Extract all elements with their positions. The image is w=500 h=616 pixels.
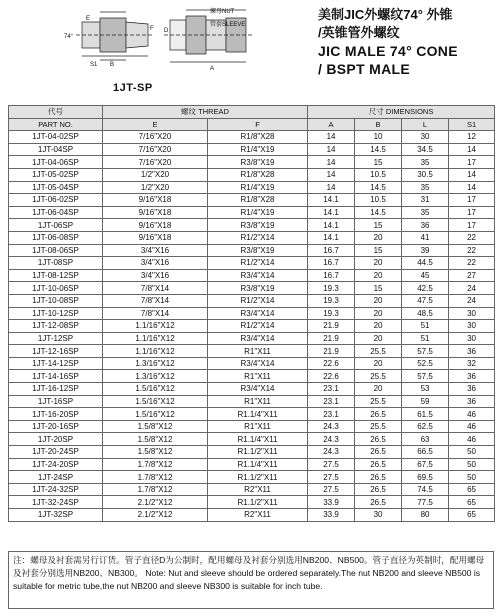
cell-s1: 17 xyxy=(449,219,495,232)
col-l: L xyxy=(402,118,449,131)
cell-s1: 32 xyxy=(449,357,495,370)
footnote xyxy=(8,551,494,609)
table-row xyxy=(9,320,495,333)
cell-a: 16.7 xyxy=(308,269,355,282)
sleeve-callout: 管套SLEEVE xyxy=(210,22,246,28)
cell-f: R1/4"X19 xyxy=(208,143,308,156)
drawing-code: 1JT-SP xyxy=(113,82,153,94)
cell-b: 26.5 xyxy=(355,496,402,509)
cell-e: 1.7/8"X12 xyxy=(103,471,208,484)
cell-b: 20 xyxy=(355,269,402,282)
cell-f: R1/4"X19 xyxy=(208,206,308,219)
cell-l: 48.5 xyxy=(402,307,449,320)
cell-part-no: 1JT-24SP xyxy=(9,471,103,484)
col-s1: S1 xyxy=(449,118,495,131)
table-row xyxy=(9,509,495,522)
cell-b: 25.5 xyxy=(355,370,402,383)
cell-b: 15 xyxy=(355,244,402,257)
cell-b: 14.5 xyxy=(355,181,402,194)
table-row xyxy=(9,231,495,244)
cell-f: R1/4"X19 xyxy=(208,181,308,194)
cell-b: 10 xyxy=(355,131,402,144)
cell-part-no: 1JT-24-32SP xyxy=(9,483,103,496)
table-row xyxy=(9,332,495,345)
cell-b: 20 xyxy=(355,383,402,396)
cell-l: 74.5 xyxy=(402,483,449,496)
cell-f: R1"X11 xyxy=(208,420,308,433)
cell-e: 1.5/8"X12 xyxy=(103,420,208,433)
cell-e: 1.5/8"X12 xyxy=(103,433,208,446)
cell-part-no: 1JT-24-20SP xyxy=(9,458,103,471)
header-thread: 螺纹 THREAD xyxy=(103,106,308,119)
table-row xyxy=(9,433,495,446)
cell-f: R3/4"X14 xyxy=(208,269,308,282)
cell-s1: 12 xyxy=(449,131,495,144)
cell-l: 52.5 xyxy=(402,357,449,370)
cell-e: 1.5/16"X12 xyxy=(103,395,208,408)
cell-s1: 27 xyxy=(449,269,495,282)
cell-e: 7/8"X14 xyxy=(103,282,208,295)
cell-l: 47.5 xyxy=(402,294,449,307)
title-cn-line1: 美制JIC外螺纹74° 外锥 xyxy=(318,7,453,22)
cell-s1: 36 xyxy=(449,370,495,383)
cell-b: 30 xyxy=(355,509,402,522)
cell-a: 27.5 xyxy=(308,458,355,471)
cell-f: R1"X11 xyxy=(208,345,308,358)
cell-a: 19.3 xyxy=(308,307,355,320)
cell-f: R3/4"X14 xyxy=(208,383,308,396)
cell-e: 1.1/16"X12 xyxy=(103,320,208,333)
col-b: B xyxy=(355,118,402,131)
cell-b: 25.5 xyxy=(355,395,402,408)
cell-a: 14.1 xyxy=(308,206,355,219)
cell-part-no: 1JT-32SP xyxy=(9,509,103,522)
cell-l: 66.5 xyxy=(402,446,449,459)
col-f: F xyxy=(208,118,308,131)
spec-table xyxy=(8,105,495,522)
cell-f: R1"X11 xyxy=(208,370,308,383)
cell-part-no: 1JT-06-08SP xyxy=(9,231,103,244)
cell-a: 14 xyxy=(308,168,355,181)
cell-s1: 46 xyxy=(449,433,495,446)
cell-l: 36 xyxy=(402,219,449,232)
cell-s1: 50 xyxy=(449,446,495,459)
cell-a: 21.9 xyxy=(308,332,355,345)
dim-s1-label: S1 xyxy=(90,62,98,68)
cell-b: 14.5 xyxy=(355,206,402,219)
table-row xyxy=(9,370,495,383)
footnote-cn: 注：螺母及衬套需另行订货。管子直径D为公制时，配用螺母及衬套分别选用NB200、NB500。管子直径为英制时，配用螺母及衬套分别选用NB200、NB300。 xyxy=(13,555,485,578)
cell-l: 45 xyxy=(402,269,449,282)
cell-e: 1.1/16"X12 xyxy=(103,332,208,345)
cell-b: 20 xyxy=(355,294,402,307)
cell-a: 23.1 xyxy=(308,395,355,408)
cell-s1: 22 xyxy=(449,257,495,270)
cell-s1: 24 xyxy=(449,294,495,307)
cell-e: 7/8"X14 xyxy=(103,294,208,307)
catalog-header xyxy=(0,0,500,104)
cell-l: 35 xyxy=(402,181,449,194)
cell-b: 25.5 xyxy=(355,420,402,433)
cell-b: 20 xyxy=(355,357,402,370)
cell-a: 19.3 xyxy=(308,294,355,307)
cell-l: 31 xyxy=(402,194,449,207)
table-row xyxy=(9,446,495,459)
cell-a: 27.5 xyxy=(308,471,355,484)
cell-l: 69.5 xyxy=(402,471,449,484)
cell-f: R3/8"X19 xyxy=(208,156,308,169)
cell-part-no: 1JT-05-02SP xyxy=(9,168,103,181)
table-row xyxy=(9,282,495,295)
cell-f: R2"X11 xyxy=(208,483,308,496)
cell-s1: 65 xyxy=(449,496,495,509)
table-row xyxy=(9,168,495,181)
cell-l: 57.5 xyxy=(402,370,449,383)
cell-s1: 22 xyxy=(449,244,495,257)
cell-l: 67.5 xyxy=(402,458,449,471)
cell-s1: 24 xyxy=(449,282,495,295)
cell-s1: 14 xyxy=(449,168,495,181)
cell-e: 1.5/8"X12 xyxy=(103,446,208,459)
cell-f: R1/8"X28 xyxy=(208,131,308,144)
cell-part-no: 1JT-16-20SP xyxy=(9,408,103,421)
table-row xyxy=(9,307,495,320)
table-row xyxy=(9,244,495,257)
cell-s1: 17 xyxy=(449,156,495,169)
cell-s1: 30 xyxy=(449,332,495,345)
cell-part-no: 1JT-10-06SP xyxy=(9,282,103,295)
footnote-en: Note: Nut and sleeve should be ordered separately.The nut NB200 and sleeve NB500 is suitable for metric tube,the nut NB200 and sleeve NB300 is suitable for inch tube. xyxy=(13,568,481,591)
table-row xyxy=(9,181,495,194)
cell-a: 19.3 xyxy=(308,282,355,295)
cell-l: 30 xyxy=(402,131,449,144)
cell-s1: 65 xyxy=(449,483,495,496)
cell-part-no: 1JT-06SP xyxy=(9,219,103,232)
cell-e: 7/16"X20 xyxy=(103,131,208,144)
cell-a: 33.9 xyxy=(308,509,355,522)
table-row xyxy=(9,345,495,358)
cell-a: 24.3 xyxy=(308,433,355,446)
cell-e: 2.1/2"X12 xyxy=(103,509,208,522)
cell-f: R3/4"X14 xyxy=(208,357,308,370)
cell-part-no: 1JT-16-12SP xyxy=(9,383,103,396)
cell-part-no: 1JT-04SP xyxy=(9,143,103,156)
cell-e: 9/16"X18 xyxy=(103,194,208,207)
cell-part-no: 1JT-10-12SP xyxy=(9,307,103,320)
cell-l: 53 xyxy=(402,383,449,396)
cell-b: 26.5 xyxy=(355,446,402,459)
cell-part-no: 1JT-20-24SP xyxy=(9,446,103,459)
cell-s1: 36 xyxy=(449,345,495,358)
cell-e: 7/16"X20 xyxy=(103,156,208,169)
cell-e: 1.3/16"X12 xyxy=(103,357,208,370)
table-row xyxy=(9,471,495,484)
table-row xyxy=(9,194,495,207)
cell-b: 15 xyxy=(355,282,402,295)
cell-l: 34.5 xyxy=(402,143,449,156)
cell-l: 41 xyxy=(402,231,449,244)
cell-f: R1.1/2"X11 xyxy=(208,446,308,459)
fitting-drawing xyxy=(60,4,260,74)
cell-f: R2"X11 xyxy=(208,509,308,522)
cell-s1: 46 xyxy=(449,408,495,421)
cell-part-no: 1JT-20-16SP xyxy=(9,420,103,433)
cell-part-no: 1JT-12SP xyxy=(9,332,103,345)
cell-e: 3/4"X16 xyxy=(103,244,208,257)
cell-b: 20 xyxy=(355,332,402,345)
cell-f: R1.1/4"X11 xyxy=(208,458,308,471)
cell-s1: 36 xyxy=(449,395,495,408)
cell-l: 63 xyxy=(402,433,449,446)
cell-b: 20 xyxy=(355,257,402,270)
cell-l: 62.5 xyxy=(402,420,449,433)
cell-l: 30.5 xyxy=(402,168,449,181)
cell-a: 16.7 xyxy=(308,257,355,270)
nut-callout: 螺母NUT xyxy=(210,9,235,15)
cell-s1: 14 xyxy=(449,181,495,194)
cell-b: 20 xyxy=(355,320,402,333)
table-row xyxy=(9,420,495,433)
cell-e: 7/8"X14 xyxy=(103,307,208,320)
cell-s1: 14 xyxy=(449,143,495,156)
title-en-line1: JIC MALE 74° CONE xyxy=(318,43,458,59)
table-row xyxy=(9,269,495,282)
cell-s1: 22 xyxy=(449,231,495,244)
cell-a: 21.9 xyxy=(308,320,355,333)
cell-part-no: 1JT-08-06SP xyxy=(9,244,103,257)
cell-part-no: 1JT-06-02SP xyxy=(9,194,103,207)
cell-l: 35 xyxy=(402,206,449,219)
cell-part-no: 1JT-04-02SP xyxy=(9,131,103,144)
cell-l: 51 xyxy=(402,332,449,345)
table-row xyxy=(9,383,495,396)
cell-e: 3/4"X16 xyxy=(103,257,208,270)
cell-part-no: 1JT-04-06SP xyxy=(9,156,103,169)
cell-f: R3/8"X19 xyxy=(208,282,308,295)
cell-a: 27.5 xyxy=(308,483,355,496)
cell-f: R1.1/2"X11 xyxy=(208,471,308,484)
title-cn-line2: /英锥管外螺纹 xyxy=(318,25,400,40)
cell-f: R1/2"X14 xyxy=(208,294,308,307)
table-row xyxy=(9,483,495,496)
cell-a: 33.9 xyxy=(308,496,355,509)
cell-f: R3/8"X19 xyxy=(208,219,308,232)
cell-e: 1.7/8"X12 xyxy=(103,458,208,471)
cell-b: 15 xyxy=(355,219,402,232)
cell-e: 1.3/16"X12 xyxy=(103,370,208,383)
cell-l: 42.5 xyxy=(402,282,449,295)
cell-l: 61.5 xyxy=(402,408,449,421)
cell-a: 14 xyxy=(308,181,355,194)
table-row xyxy=(9,206,495,219)
title-en-line2: / BSPT MALE xyxy=(318,61,410,77)
cell-part-no: 1JT-06-04SP xyxy=(9,206,103,219)
cell-f: R1.1/2"X11 xyxy=(208,496,308,509)
table-row xyxy=(9,219,495,232)
cell-s1: 36 xyxy=(449,383,495,396)
header-code-cn: 代号 xyxy=(9,106,103,119)
cell-f: R1/8"X28 xyxy=(208,168,308,181)
cell-l: 77.5 xyxy=(402,496,449,509)
cell-l: 35 xyxy=(402,156,449,169)
table-row xyxy=(9,496,495,509)
cell-f: R1/8"X28 xyxy=(208,194,308,207)
cell-l: 80 xyxy=(402,509,449,522)
cell-part-no: 1JT-32-24SP xyxy=(9,496,103,509)
cell-part-no: 1JT-14-12SP xyxy=(9,357,103,370)
cell-a: 23.1 xyxy=(308,408,355,421)
cell-a: 14.1 xyxy=(308,194,355,207)
cell-f: R1/2"X14 xyxy=(208,231,308,244)
table-row xyxy=(9,408,495,421)
cell-part-no: 1JT-08SP xyxy=(9,257,103,270)
cell-f: R1"X11 xyxy=(208,395,308,408)
cell-e: 9/16"X18 xyxy=(103,231,208,244)
cell-l: 59 xyxy=(402,395,449,408)
table-row xyxy=(9,257,495,270)
cell-b: 10.5 xyxy=(355,168,402,181)
dim-e-label: E xyxy=(86,16,91,22)
cell-a: 16.7 xyxy=(308,244,355,257)
cell-e: 1.5/16"X12 xyxy=(103,408,208,421)
cell-b: 25.5 xyxy=(355,345,402,358)
cell-f: R1.1/4"X11 xyxy=(208,433,308,446)
cell-b: 26.5 xyxy=(355,408,402,421)
table-row xyxy=(9,143,495,156)
dim-f-label: F xyxy=(150,26,154,32)
cell-b: 26.5 xyxy=(355,471,402,484)
dim-d-label: D xyxy=(164,28,169,34)
cell-b: 26.5 xyxy=(355,433,402,446)
cell-a: 14.1 xyxy=(308,219,355,232)
table-row xyxy=(9,458,495,471)
cell-f: R3/8"X19 xyxy=(208,244,308,257)
cell-a: 14 xyxy=(308,131,355,144)
table-row xyxy=(9,395,495,408)
cell-e: 7/16"X20 xyxy=(103,143,208,156)
col-e: E xyxy=(103,118,208,131)
cell-a: 24.3 xyxy=(308,446,355,459)
spec-table-body xyxy=(9,131,495,521)
cell-part-no: 1JT-20SP xyxy=(9,433,103,446)
dim-a-label: A xyxy=(210,66,215,72)
cell-e: 9/16"X18 xyxy=(103,206,208,219)
cell-a: 22.6 xyxy=(308,370,355,383)
cell-e: 9/16"X18 xyxy=(103,219,208,232)
cell-s1: 65 xyxy=(449,509,495,522)
cell-f: R1/2"X14 xyxy=(208,257,308,270)
catalog-title xyxy=(318,6,498,78)
cell-b: 26.5 xyxy=(355,483,402,496)
cell-b: 20 xyxy=(355,231,402,244)
cell-s1: 17 xyxy=(449,194,495,207)
table-row xyxy=(9,131,495,144)
cell-e: 2.1/2"X12 xyxy=(103,496,208,509)
cell-a: 22.6 xyxy=(308,357,355,370)
cell-part-no: 1JT-16SP xyxy=(9,395,103,408)
dim-b-label: B xyxy=(110,62,115,68)
cell-e: 3/4"X16 xyxy=(103,269,208,282)
cell-f: R3/4"X14 xyxy=(208,332,308,345)
table-row xyxy=(9,156,495,169)
cell-a: 14.1 xyxy=(308,231,355,244)
table-row xyxy=(9,294,495,307)
cell-b: 14.5 xyxy=(355,143,402,156)
cell-e: 1.7/8"X12 xyxy=(103,483,208,496)
cell-part-no: 1JT-14-16SP xyxy=(9,370,103,383)
cell-f: R1/2"X14 xyxy=(208,320,308,333)
cell-l: 51 xyxy=(402,320,449,333)
header-code-en: PART NO. xyxy=(9,118,103,131)
cell-l: 39 xyxy=(402,244,449,257)
cell-f: R1.1/4"X11 xyxy=(208,408,308,421)
cell-part-no: 1JT-08-12SP xyxy=(9,269,103,282)
header-dimensions: 尺寸 DIMENSIONS xyxy=(308,106,495,119)
cell-s1: 30 xyxy=(449,307,495,320)
cell-b: 20 xyxy=(355,307,402,320)
cell-l: 44.5 xyxy=(402,257,449,270)
cell-s1: 30 xyxy=(449,320,495,333)
cell-l: 57.5 xyxy=(402,345,449,358)
cell-s1: 46 xyxy=(449,420,495,433)
cell-part-no: 1JT-05-04SP xyxy=(9,181,103,194)
cell-e: 1/2"X20 xyxy=(103,168,208,181)
cell-a: 23.1 xyxy=(308,383,355,396)
cell-s1: 50 xyxy=(449,458,495,471)
col-a: A xyxy=(308,118,355,131)
angle-label: 74° xyxy=(64,34,74,40)
cell-b: 10.5 xyxy=(355,194,402,207)
cell-f: R3/4"X14 xyxy=(208,307,308,320)
cell-part-no: 1JT-12-08SP xyxy=(9,320,103,333)
cell-part-no: 1JT-10-08SP xyxy=(9,294,103,307)
cell-a: 24.3 xyxy=(308,420,355,433)
cell-a: 14 xyxy=(308,143,355,156)
table-row xyxy=(9,357,495,370)
cell-s1: 50 xyxy=(449,471,495,484)
cell-b: 26.5 xyxy=(355,458,402,471)
cell-e: 1.5/16"X12 xyxy=(103,383,208,396)
cell-s1: 17 xyxy=(449,206,495,219)
cell-a: 14 xyxy=(308,156,355,169)
cell-a: 21.9 xyxy=(308,345,355,358)
cell-e: 1/2"X20 xyxy=(103,181,208,194)
cell-e: 1.1/16"X12 xyxy=(103,345,208,358)
cell-b: 15 xyxy=(355,156,402,169)
cell-part-no: 1JT-12-16SP xyxy=(9,345,103,358)
